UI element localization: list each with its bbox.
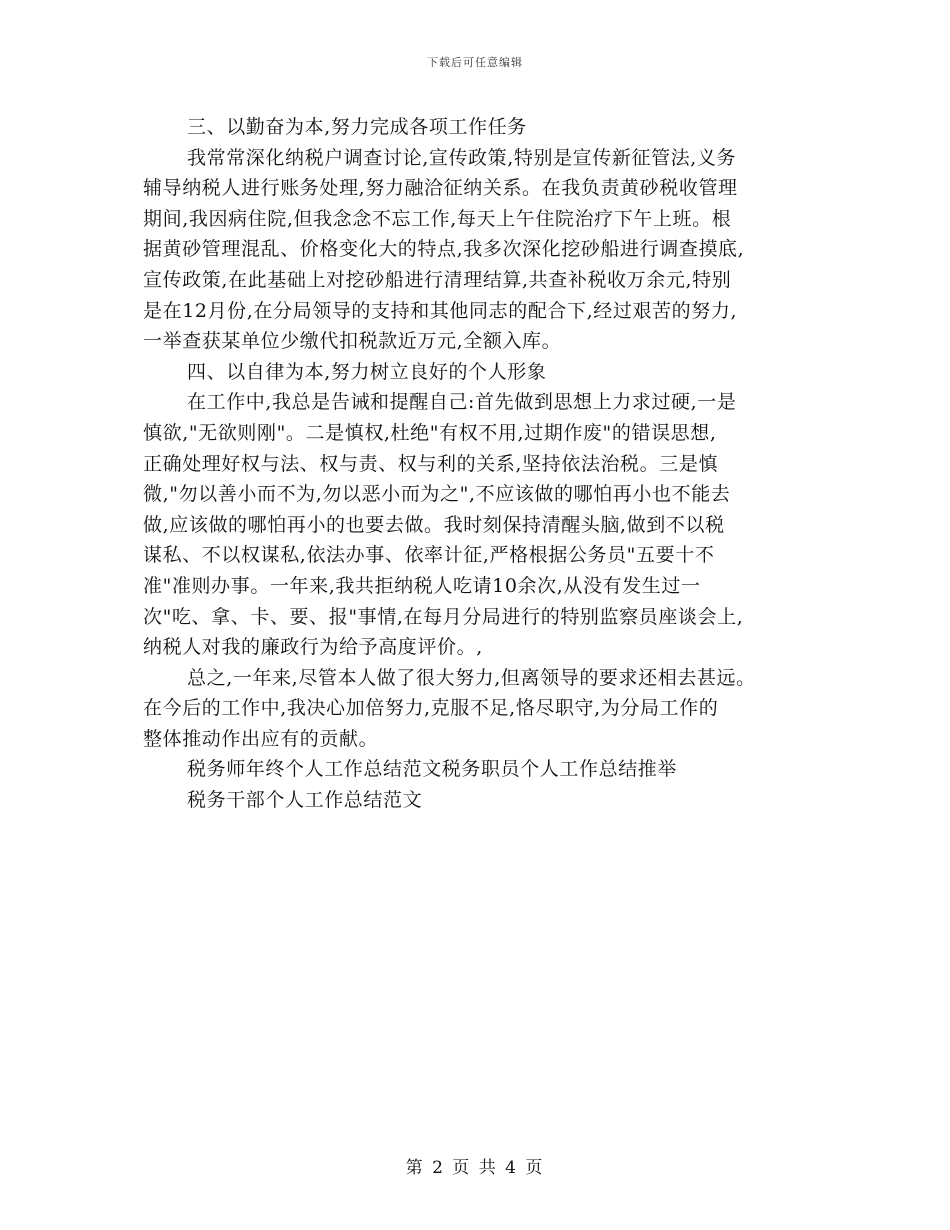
footer-middle: 页 共 (452, 1158, 498, 1178)
text-line: 准"准则办事。一年来,我共拒纳税人吃请10余次,从没有发生过一 (143, 574, 701, 597)
text-line: 总之,一年来,尽管本人做了很大努力,但离领导的要求还相去甚远。 (187, 666, 756, 689)
text-line: 辅导纳税人进行账务处理,努力融洽征纳关系。在我负责黄砂税收管理 (143, 177, 738, 200)
text-line: 做,应该做的哪怕再小的也要去做。我时刻保持清醒头脑,做到不以税 (143, 513, 725, 536)
page-footer (0, 1153, 950, 1178)
text-line: 微,"勿以善小而不为,勿以恶小而为之",不应该做的哪怕再小也不能去 (143, 483, 731, 506)
text-line: 税务师年终个人工作总结范文税务职员个人工作总结推举 (187, 758, 678, 781)
text-line: 慎欲,"无欲则刚"。二是慎权,杜绝"有权不用,过期作废"的错误思想, (143, 421, 717, 444)
text-line: 谋私、不以权谋私,依法办事、依率计征,严格根据公务员"五要十不 (143, 544, 715, 567)
text-line: 整体推动作出应有的贡献。 (143, 727, 379, 750)
footer-total-pages: 4 (505, 1158, 518, 1178)
text-line: 据黄砂管理混乱、价格变化大的特点,我多次深化挖砂船进行调查摸底, (143, 238, 745, 261)
text-line: 我常常深化纳税户调查讨论,宣传政策,特别是宣传新征管法,义务 (187, 146, 737, 169)
text-line: 次"吃、拿、卡、要、报"事情,在每月分局进行的特别监察员座谈会上, (143, 605, 744, 628)
footer-suffix: 页 (525, 1158, 545, 1178)
text-line: 宣传政策,在此基础上对挖砂船进行清理结算,共查补税收万余元,特别 (143, 268, 732, 291)
text-line: 三、以勤奋为本,努力完成各项工作任务 (187, 116, 527, 138)
text-line: 税务干部个人工作总结范文 (187, 789, 423, 812)
page-header: 下载后可任意编辑 (427, 56, 523, 69)
text-line: 在工作中,我总是告诫和提醒自己:首先做到思想上力求过硬,一是 (187, 391, 737, 414)
text-line: 期间,我因病住院,但我念念不忘工作,每天上午住院治疗下午上班。根 (143, 207, 732, 230)
footer-prefix: 第 (405, 1158, 425, 1178)
text-line: 一举查获某单位少缴代扣税款近万元,全额入库。 (143, 330, 562, 353)
text-line: 在今后的工作中,我决心加倍努力,克服不足,恪尽职守,为分局工作的 (143, 697, 719, 720)
footer-page-number: 2 (432, 1158, 445, 1178)
document-body (143, 112, 823, 816)
text-line: 纳税人对我的廉政行为给予高度评价。, (143, 636, 483, 659)
text-line: 四、以自律为本,努力树立良好的个人形象 (187, 360, 547, 383)
text-line: 正确处理好权与法、权与责、权与利的关系,坚持依法治税。三是慎 (143, 452, 719, 475)
text-line: 是在12月份,在分局领导的支持和其他同志的配合下,经过艰苦的努力, (143, 299, 738, 322)
